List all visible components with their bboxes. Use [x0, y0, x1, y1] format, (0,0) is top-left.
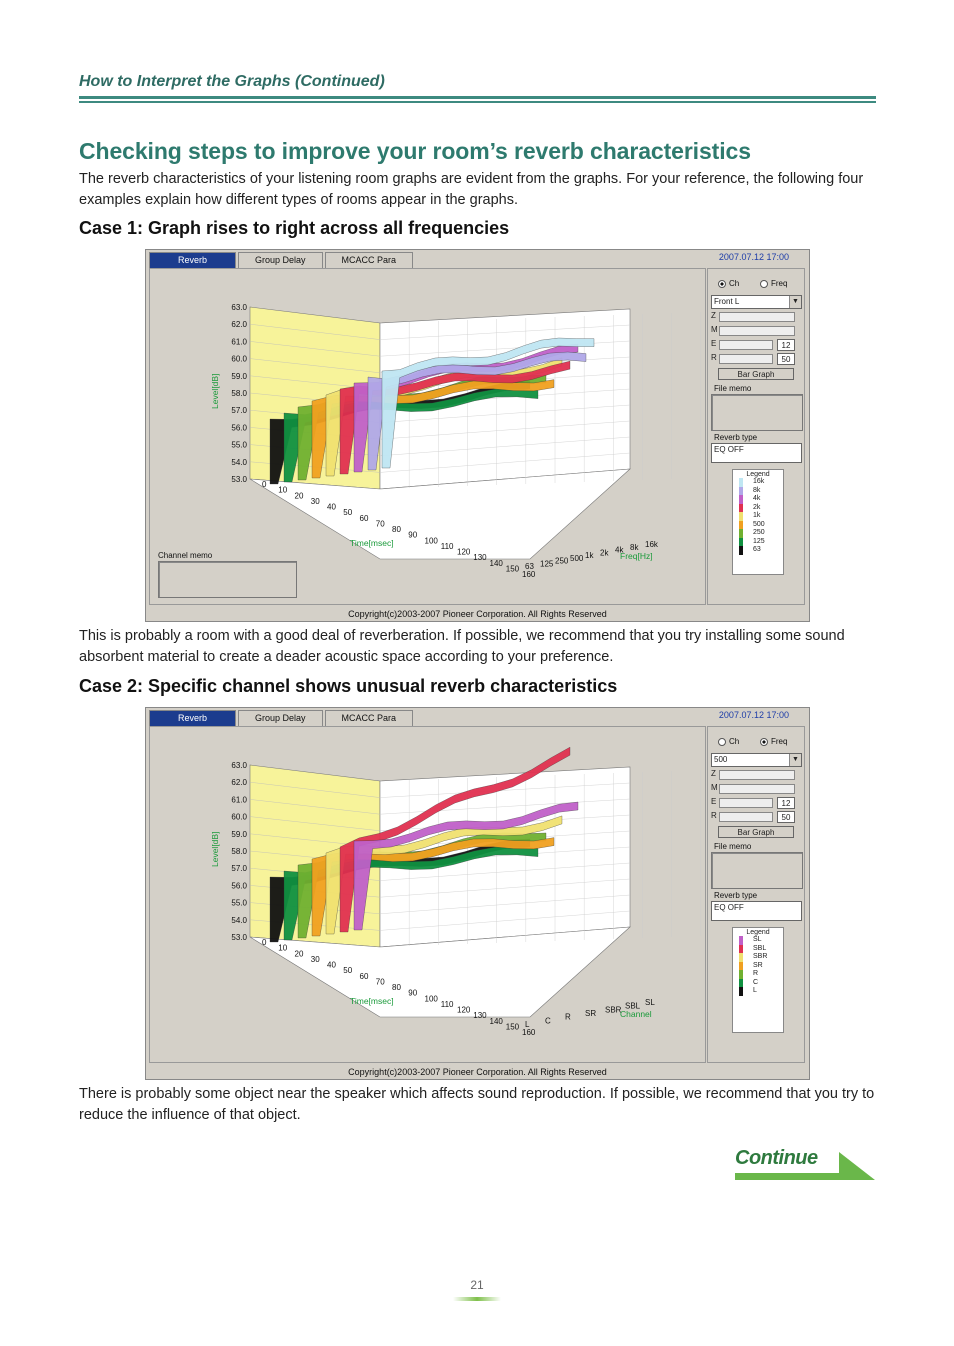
legend-title: Legend: [746, 471, 770, 478]
x-tick-label: 30: [310, 496, 320, 506]
legend-swatch: [739, 478, 743, 487]
legend-swatch: [739, 504, 743, 513]
x-tick-label: 50: [343, 508, 353, 518]
legend-label: 16k: [753, 478, 765, 485]
y-tick-label: 59.0: [231, 829, 247, 839]
z-tick-label: C: [545, 1016, 551, 1026]
tab-bar: [149, 252, 415, 268]
channel-dropdown[interactable]: Front L ▼: [711, 295, 802, 309]
x-tick-label: 10: [278, 485, 288, 495]
legend-item: [733, 962, 783, 971]
x-tick-label: 130: [473, 553, 487, 563]
legend-label: C: [753, 978, 759, 986]
radio-ch[interactable]: Ch: [718, 279, 739, 288]
legend-item: [733, 529, 783, 538]
legend-item: [733, 953, 783, 962]
slider-e[interactable]: E 12: [711, 339, 802, 351]
page-number-bar: [453, 1297, 501, 1301]
frequency-dropdown[interactable]: 500 ▼: [711, 753, 802, 767]
x-tick-label: 110: [440, 999, 454, 1009]
x-tick-label: 90: [408, 988, 418, 998]
legend-item: [733, 936, 783, 945]
legend-swatch: [739, 945, 743, 954]
legend-item: [733, 538, 783, 547]
x-tick-label: 0: [262, 938, 267, 947]
radio-freq-icon: [760, 738, 768, 746]
radio-freq[interactable]: Freq: [760, 737, 787, 746]
y-tick-label: 62.0: [231, 320, 247, 330]
y-tick-label: 63.0: [231, 761, 247, 770]
z-tick-label: 250: [555, 556, 569, 566]
tab-mcacc-para[interactable]: MCACC Para: [325, 710, 414, 726]
slider-track[interactable]: [719, 798, 773, 808]
legend-label: SL: [753, 936, 762, 943]
x-tick-label: 150: [505, 1022, 520, 1032]
legend-swatch: [739, 962, 743, 971]
x-tick-label: 80: [392, 983, 401, 992]
x-axis-label: Time[msec]: [350, 538, 394, 548]
z-tick-label: SL: [645, 998, 655, 1007]
header-rule-thin: [79, 101, 876, 103]
reverb-type-label: Reverb type: [714, 433, 758, 442]
legend-label: SR: [753, 961, 763, 969]
y-tick-label: 56.0: [231, 881, 247, 891]
x-tick-label: 160: [522, 570, 536, 579]
z-axis-label: Freq[Hz]: [620, 551, 653, 561]
page-number: 21: [470, 1278, 484, 1292]
r-value-box[interactable]: 50: [777, 353, 795, 365]
bar-graph-button[interactable]: Bar Graph: [718, 826, 794, 838]
x-tick-label: 130: [473, 1011, 487, 1021]
slider-track[interactable]: [719, 340, 773, 350]
y-tick-label: 57.0: [231, 406, 247, 416]
slider-m[interactable]: M: [711, 325, 802, 337]
slider-track[interactable]: [719, 354, 773, 364]
slider-track[interactable]: [719, 770, 795, 780]
radio-ch-icon: [718, 280, 726, 288]
legend-label: 500: [753, 520, 765, 528]
legend-swatch: [739, 936, 743, 945]
chevron-down-icon: ▼: [789, 754, 801, 766]
legend-item: [733, 945, 783, 954]
tab-mcacc-para[interactable]: MCACC Para: [325, 252, 414, 268]
legend-label: SBR: [753, 953, 768, 960]
z-tick-label: 4k: [615, 545, 624, 555]
y-tick-label: 59.0: [231, 371, 247, 381]
x-tick-label: 60: [359, 971, 369, 981]
z-tick-label: 2k: [600, 548, 609, 558]
slider-track[interactable]: [719, 326, 795, 336]
plot-area: [149, 726, 706, 1063]
legend-box: [732, 469, 784, 575]
legend-item: [733, 521, 783, 530]
y-tick-label: 57.0: [231, 864, 247, 874]
z-tick-label: R: [565, 1012, 571, 1022]
legend-label: 2k: [753, 503, 761, 511]
y-tick-label: 54.0: [231, 457, 247, 467]
reverb-type-label: Reverb type: [714, 891, 758, 900]
measurement-date: 2007.07.12 17:00: [718, 252, 789, 262]
r-value-box[interactable]: 50: [777, 811, 795, 823]
slider-track[interactable]: [719, 784, 795, 794]
tab-reverb[interactable]: Reverb: [149, 710, 236, 726]
x-tick-label: 70: [375, 519, 385, 529]
slider-track[interactable]: [719, 812, 773, 822]
legend-swatch: [739, 521, 743, 530]
legend-swatch: [739, 953, 743, 962]
legend-label: 125: [753, 537, 765, 545]
legend-swatch: [739, 512, 743, 521]
tab-bar: [149, 710, 415, 726]
x-tick-label: 100: [424, 994, 438, 1004]
x-tick-label: 140: [489, 558, 503, 568]
case1-heading: Case 1: Graph rises to right across all frequencies: [79, 218, 510, 238]
radio-ch[interactable]: Ch: [718, 737, 739, 746]
file-memo-box[interactable]: [711, 852, 803, 889]
e-value-box[interactable]: 12: [777, 797, 795, 809]
legend-box: [732, 927, 784, 1033]
channel-memo-box[interactable]: [158, 561, 297, 598]
y-axis-label: Level[dB]: [210, 831, 220, 867]
legend-item: [733, 512, 783, 521]
y-tick-label: 60.0: [231, 812, 247, 822]
legend-label: 8k: [753, 486, 761, 494]
legend-swatch: [739, 546, 743, 555]
z-tick-label: 8k: [630, 542, 639, 552]
x-axis-label: Time[msec]: [350, 996, 394, 1006]
chevron-down-icon: ▼: [789, 296, 801, 308]
page-title: Checking steps to improve your room’s reverb characteristics: [79, 138, 751, 164]
bar-graph-button[interactable]: Bar Graph: [718, 368, 794, 380]
reverb-type-value: EQ OFF: [711, 901, 802, 921]
legend-label: 63: [753, 546, 761, 553]
legend-swatch: [739, 987, 743, 996]
tab-reverb[interactable]: Reverb: [149, 252, 236, 268]
legend-item: [733, 987, 783, 996]
plot-area: [149, 268, 706, 605]
legend-label: 4k: [753, 495, 761, 502]
continue-arrow-icon[interactable]: [735, 1150, 877, 1182]
side-panel: [707, 726, 805, 1063]
case1-text: This is probably a room with a good deal of reverberation. If possible, we recommend that you try installing some sound absorbent material to create a deader acoustic space according to your preference.: [79, 628, 845, 665]
slider-track[interactable]: [719, 312, 795, 322]
y-tick-label: 53.0: [231, 475, 247, 484]
x-tick-label: 120: [457, 547, 471, 557]
y-tick-label: 58.0: [231, 389, 247, 398]
reverb-window-2: [145, 707, 810, 1080]
y-tick-label: 61.0: [231, 337, 247, 347]
copyright: Copyright(c)2003-2007 Pioneer Corporation. All Rights Reserved: [348, 609, 607, 619]
z-tick-label: SBL: [625, 1001, 641, 1011]
legend-item: [733, 487, 783, 496]
reverb-type-value: EQ OFF: [711, 443, 802, 463]
y-tick-label: 56.0: [231, 423, 247, 433]
z-tick-label: SR: [585, 1009, 597, 1018]
file-memo-box[interactable]: [711, 394, 803, 431]
case2-heading: Case 2: Specific channel shows unusual reverb characteristics: [79, 676, 618, 696]
x-tick-label: 50: [343, 966, 353, 976]
y-tick-label: 53.0: [231, 933, 247, 942]
z-tick-label: 500: [570, 553, 584, 563]
tab-group-delay[interactable]: Group Delay: [238, 710, 323, 726]
slider-e[interactable]: E 12: [711, 797, 802, 809]
z-tick-label: 125: [540, 559, 554, 569]
y-tick-label: 55.0: [231, 440, 247, 450]
legend-item: [733, 504, 783, 513]
x-tick-label: 40: [327, 960, 336, 970]
x-tick-label: 10: [278, 943, 288, 953]
file-memo-label: File memo: [714, 842, 752, 851]
legend-swatch: [739, 495, 743, 504]
legend-label: R: [753, 970, 759, 977]
legend-title: Legend: [746, 929, 770, 936]
legend-label: 250: [753, 529, 765, 536]
z-tick-label: SBR: [605, 1005, 622, 1015]
y-tick-label: 62.0: [231, 778, 247, 788]
legend-label: SBL: [753, 944, 767, 952]
x-tick-label: 120: [457, 1005, 471, 1015]
legend-item: [733, 478, 783, 487]
y-axis-label: Level[dB]: [210, 373, 220, 409]
legend-swatch: [739, 979, 743, 988]
slider-z[interactable]: Z: [711, 311, 802, 323]
x-tick-label: 90: [408, 530, 418, 540]
x-tick-label: 150: [505, 564, 520, 574]
legend-item: [733, 546, 783, 555]
legend-swatch: [739, 970, 743, 979]
x-tick-label: 40: [327, 502, 336, 512]
channel-memo-label: Channel memo: [158, 551, 213, 560]
slider-m[interactable]: M: [711, 783, 802, 795]
legend-item: [733, 495, 783, 504]
x-tick-label: 20: [294, 491, 304, 501]
slider-z[interactable]: Z: [711, 769, 802, 781]
legend-swatch: [739, 529, 743, 538]
reverb-window-1: [145, 249, 810, 622]
side-panel: [707, 268, 805, 605]
z-tick-label: 63: [525, 562, 534, 571]
z-tick-label: 1k: [585, 551, 594, 560]
y-tick-label: 61.0: [231, 795, 247, 805]
x-tick-label: 0: [262, 480, 267, 489]
y-tick-label: 55.0: [231, 898, 247, 908]
y-tick-label: 60.0: [231, 354, 247, 364]
x-tick-label: 140: [489, 1016, 503, 1026]
measurement-date: 2007.07.12 17:00: [718, 710, 789, 720]
x-tick-label: 20: [294, 949, 304, 959]
x-tick-label: 30: [310, 954, 320, 964]
legend-item: [733, 979, 783, 988]
y-tick-label: 58.0: [231, 847, 247, 856]
intro-paragraph: The reverb characteristics of your listening room graphs are evident from the graphs. For your reference, the following four examples explain how different types of rooms appear in the graphs.: [79, 171, 864, 208]
legend-swatch: [739, 538, 743, 547]
case2-text: There is probably some object near the speaker which affects sound reproduction. If possible, we recommend that you try to reduce the influence of that object.: [79, 1086, 875, 1123]
x-tick-label: 100: [424, 536, 438, 546]
z-tick-label: 16k: [645, 540, 658, 549]
slider-r[interactable]: R 50: [711, 811, 802, 823]
legend-label: 1k: [753, 512, 761, 519]
reverb-3d-graph: [150, 269, 707, 606]
reverb-3d-graph: [150, 727, 707, 1064]
radio-freq[interactable]: Freq: [760, 279, 787, 288]
legend-item: [733, 970, 783, 979]
x-tick-label: 110: [440, 541, 454, 551]
radio-ch-icon: [718, 738, 726, 746]
legend-label: L: [753, 987, 757, 994]
section-header: How to Interpret the Graphs (Continued): [79, 73, 385, 90]
x-tick-label: 60: [359, 513, 369, 523]
x-tick-label: 160: [522, 1028, 536, 1037]
x-tick-label: 70: [375, 977, 385, 987]
header-rule: [79, 96, 876, 99]
file-memo-label: File memo: [714, 384, 752, 393]
tab-group-delay[interactable]: Group Delay: [238, 252, 323, 268]
e-value-box[interactable]: 12: [777, 339, 795, 351]
y-tick-label: 63.0: [231, 303, 247, 312]
slider-r[interactable]: R 50: [711, 353, 802, 365]
radio-freq-icon: [760, 280, 768, 288]
z-tick-label: L: [525, 1020, 530, 1029]
y-tick-label: 54.0: [231, 915, 247, 925]
z-axis-label: Channel: [620, 1009, 652, 1019]
x-tick-label: 80: [392, 525, 401, 534]
continue-label[interactable]: Continue: [735, 1147, 818, 1169]
legend-swatch: [739, 487, 743, 496]
copyright: Copyright(c)2003-2007 Pioneer Corporation. All Rights Reserved: [348, 1067, 607, 1077]
